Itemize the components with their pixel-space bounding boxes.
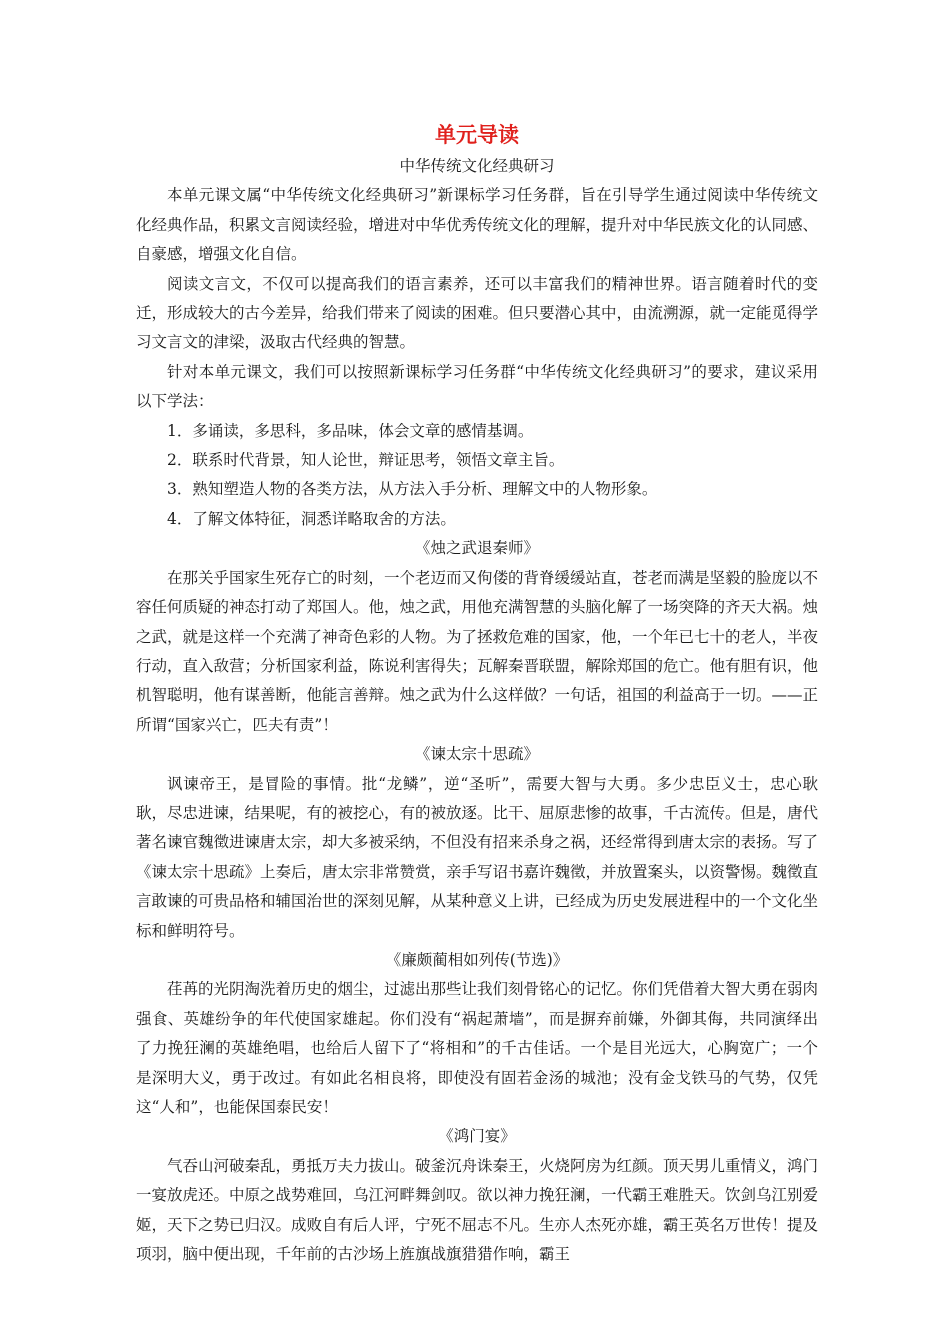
- method-item-2: 2．联系时代背景，知人论世，辩证思考，领悟文章主旨。: [167, 451, 565, 470]
- section-body-hongmenyan: 气吞山河破秦乱，勇抵万夫力拔山。破釜沉舟诛秦王，火烧阿房为红颜。顶天男儿重情义，鸿门一宴放虎还。中原之战势难回，乌江河畔舞剑叹。欲以神力挽狂澜，一代霸王难胜天。饮剑乌江别爱姬，天下之势已归汉。成败自有后人评，宁死不屈志不凡。生亦人杰死亦雄，霸王英名万世传！提及项羽，脑中便出现，千年前的古沙场上旌旗战旗猎猎作响，霸王: [136, 1156, 819, 1264]
- intro-paragraph-1: 本单元课文属“中华传统文化经典研习”新课标学习任务群，旨在引导学生通过阅读中华传统文化经典作品，积累文言阅读经验，增进对中华优秀传统文化的理解，提升对中华民族文化的认同感、自豪感，增强文化自信。: [136, 186, 819, 264]
- page-title: 单元导读: [435, 123, 519, 147]
- method-item-3: 3．熟知塑造人物的各类方法，从方法入手分析、理解文中的人物形象。: [167, 480, 658, 499]
- document-page: [136, 118, 818, 1269]
- section-body-zhuzhiwu: 在那关乎国家生死存亡的时刻，一个老迈而又佝偻的背脊缓缓站直，苍老而满是坚毅的脸庞以不容任何质疑的神态打动了郑国人。他，烛之武，用他充满智慧的头脑化解了一场突降的齐天大祸。烛之武，就是这样一个充满了神奇色彩的人物。为了拯救危难的国家，他，一个年已七十的老人，半夜行动，直入敌营；分析国家利益，陈说利害得失；瓦解秦晋联盟，解除郑国的危亡。他有胆有识，他机智聪明，他有谋善断，他能言善辩。烛之武为什么这样做？一句话，祖国的利益高于一切。——正所谓“国家兴亡，匹夫有责”！: [136, 568, 819, 734]
- section-heading-zhuzhiwu: 《烛之武退秦师》: [414, 539, 539, 558]
- method-item-1: 1．多诵读，多思科，多品味，体会文章的感情基调。: [167, 421, 534, 440]
- method-item-4: 4．了解文体特征，洞悉详略取舍的方法。: [167, 509, 456, 528]
- section-body-jiantaizong: 讽谏帝王，是冒险的事情。批“龙鳞”，逆“圣听”，需要大智与大勇。多少忠臣义士，忠心耿耿，尽忠进谏，结果呢，有的被挖心，有的被放逐。比干、屈原悲惨的故事，千古流传。但是，唐代著名谏官魏徵进谏唐太宗，却大多被采纳，不但没有招来杀身之祸，还经常得到唐太宗的表扬。写了《谏太宗十思疏》上奏后，唐太宗非常赞赏，亲手写诏书嘉许魏徵，并放置案头，以资警惕。魏徵直言敢谏的可贵品格和辅国治世的深刻见解，从某种意义上讲，已经成为历史发展进程中的一个文化坐标和鲜明符号。: [136, 774, 819, 940]
- section-body-lianpo: 荏苒的光阴淘洗着历史的烟尘，过滤出那些让我们刻骨铭心的记忆。你们凭借着大智大勇在弱肉强食、英雄纷争的年代使国家雄起。你们没有“祸起萧墙”，而是摒弃前嫌，外御其侮，共同演绎出了力挽狂澜的英雄绝唱，也给后人留下了“将相和”的千古佳话。一个是目光远大，心胸宽广；一个是深明大义，勇于改过。有如此名相良将，即使没有固若金汤的城池；没有金戈铁马的气势，仅凭这“人和”，也能保国泰民安！: [136, 980, 819, 1116]
- intro-paragraph-2: 阅读文言文，不仅可以提高我们的语言素养，还可以丰富我们的精神世界。语言随着时代的变迁，形成较大的古今差异，给我们带来了阅读的困难。但只要潜心其中，由流溯源，就一定能觅得学习文言文的津梁，汲取古代经典的智慧。: [136, 274, 819, 352]
- section-heading-jiantaizong: 《谏太宗十思疏》: [414, 745, 539, 764]
- page-subtitle: 中华传统文化经典研习: [399, 157, 555, 175]
- section-heading-hongmenyan: 《鸿门宴》: [438, 1127, 516, 1146]
- section-heading-lianpo: 《廉颇蔺相如列传(节选)》: [385, 950, 569, 969]
- intro-paragraph-3: 针对本单元课文，我们可以按照新课标学习任务群“中华传统文化经典研习”的要求，建议采用以下学法：: [136, 362, 818, 411]
